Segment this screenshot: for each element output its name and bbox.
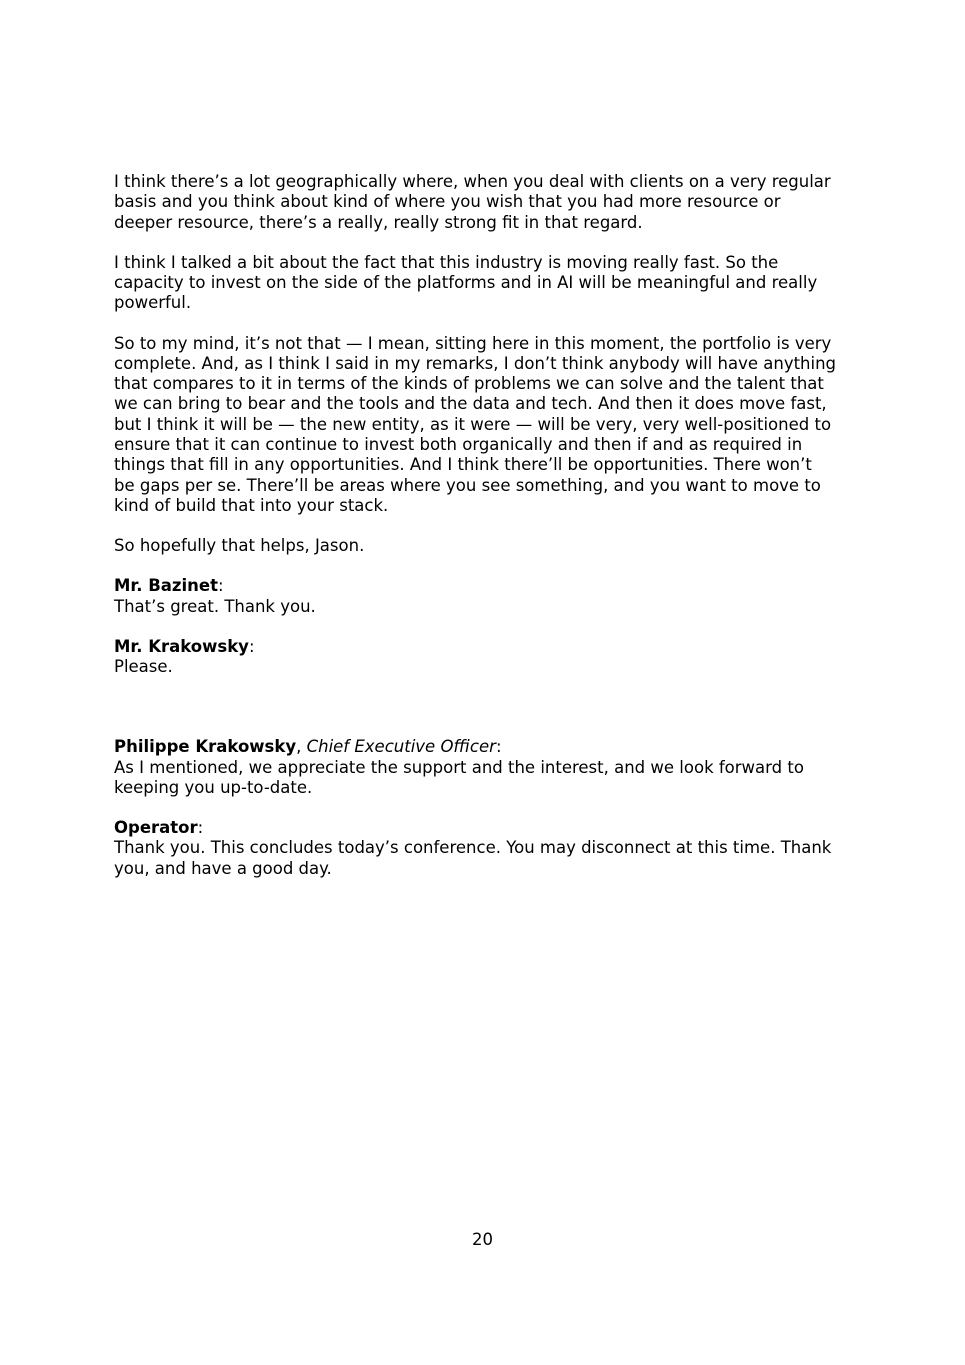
speaker-name: Philippe Krakowsky: [114, 737, 297, 757]
speaker-label: [114, 576, 859, 596]
speaker-title: Chief Executive Officer: [306, 737, 496, 757]
speaker-remark: That’s great. Thank you.: [114, 596, 316, 616]
page-number: 20: [472, 1230, 493, 1249]
speaker-colon: :: [218, 576, 224, 596]
transcript-body: [114, 172, 859, 899]
speaker-colon: :: [197, 818, 204, 838]
speaker-label: [114, 818, 859, 838]
speaker-name: Operator: [114, 818, 198, 838]
speaker-name: Mr. Krakowsky: [114, 636, 249, 656]
transcript-paragraph: So hopefully that helps, Jason.: [114, 536, 365, 556]
speaker-remark: As I mentioned, we appreciate the support and the interest, and we look forward to keeping you up-to-date.: [114, 757, 804, 797]
speaker-name: Mr. Bazinet: [114, 576, 219, 596]
speaker-block-krakowsky: [114, 637, 859, 678]
speaker-separator: ,: [296, 737, 307, 757]
transcript-paragraph: I think there’s a lot geographically where, when you deal with clients on a very regular basis and you think about kind of where you wish that you had more resource or deeper resource, there’s a really, really strong fit in that regard.: [114, 172, 831, 232]
speaker-colon: :: [248, 636, 255, 656]
speaker-label: [114, 737, 859, 757]
speaker-block-philippe-krakowsky: [114, 737, 859, 798]
speaker-colon: :: [495, 737, 502, 757]
speaker-remark: Please.: [114, 657, 173, 677]
speaker-block-operator: [114, 818, 859, 879]
speaker-label: [114, 637, 859, 657]
speaker-block-bazinet: [114, 576, 859, 617]
transcript-paragraph: So to my mind, it’s not that — I mean, sitting here in this moment, the portfolio is very complete. And, as I think I said in my remarks, I don’t think anybody will have anything that compares to it in terms of the kinds of problems we can solve and the talent that we can bring to bear and the tools and the data and tech. And then it does move fast, but I think it will be — the new entity, as it were — will be very, very well-positioned to ensure that it can continue to invest both organically and then if and as required in things that fill in any opportunities. And I think there’ll be opportunities. There won’t be gaps per se. There’ll be areas where you see something, and you want to move to kind of build that into your stack.: [114, 333, 837, 515]
transcript-paragraph: I think I talked a bit about the fact that this industry is moving really fast. So the capacity to invest on the side of the platforms and in AI will be meaningful and really powerful.: [114, 252, 818, 313]
speaker-remark: Thank you. This concludes today’s conference. You may disconnect at this time. Thank you, and have a good day.: [114, 838, 832, 878]
